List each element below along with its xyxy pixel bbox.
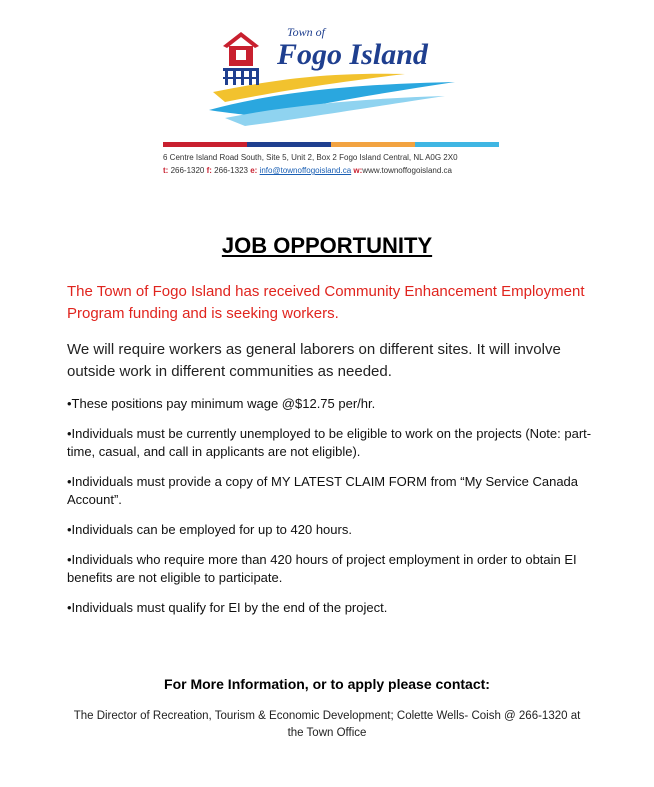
web-label: w: xyxy=(353,166,363,175)
fax-label: f: xyxy=(206,166,212,175)
contact-line xyxy=(163,165,499,177)
color-bar-lightblue xyxy=(415,142,499,147)
logo-house-window xyxy=(236,50,246,60)
tel-label: t: xyxy=(163,166,169,175)
logo-house-roof xyxy=(223,32,259,48)
list-item: •Individuals must provide a copy of MY LATEST CLAIM FORM from “My Service Canada Account”. xyxy=(67,474,579,507)
color-bar-navy xyxy=(247,142,331,147)
list-item: •Individuals who require more than 420 hours of project employment in order to obtain EI benefits are not eligible to participate. xyxy=(67,552,577,585)
color-bar-orange xyxy=(331,142,415,147)
requirements-list xyxy=(67,395,607,629)
logo-fogo-island: Fogo Island xyxy=(277,38,428,71)
email-link[interactable]: info@townoffogoisland.ca xyxy=(259,166,352,175)
intro-work-text: We will require workers as general laborers on different sites. It will involve outside work in different communities as needed. xyxy=(67,341,561,380)
contact-details: The Director of Recreation, Tourism & Economic Development; Colette Wells- Coish @ 266-1320 at the Town Office xyxy=(73,710,581,739)
contact-heading: For More Information, or to apply please contact: xyxy=(164,676,490,692)
color-bar-red xyxy=(163,142,247,147)
address-line: 6 Centre Island Road South, Site 5, Unit 2, Box 2 Fogo Island Central, NL A0G 2X0 xyxy=(163,153,458,162)
list-item: •Individuals must qualify for EI by the end of the project. xyxy=(67,600,388,615)
intro-funding-text: The Town of Fogo Island has received Community Enhancement Employment Program funding and is seeking workers. xyxy=(67,283,585,322)
page-title: JOB OPPORTUNITY xyxy=(221,233,433,258)
list-item: •Individuals can be employed for up to 420 hours. xyxy=(67,522,352,537)
email-label: e: xyxy=(250,166,258,175)
list-item: •These positions pay minimum wage @$12.75 per/hr. xyxy=(67,396,376,411)
list-item: •Individuals must be currently unemployed to be eligible to work on the projects (Note: part-time, casual, and call in applicants are not eligible). xyxy=(67,426,592,459)
tel-value: 266-1320 xyxy=(170,166,205,175)
town-of-fogo-island-logo xyxy=(205,22,465,132)
logo-town-of: Town of xyxy=(287,25,325,39)
letterhead-color-bar xyxy=(163,142,499,147)
web-value: www.townoffogoisland.ca xyxy=(362,166,452,175)
letterhead-address xyxy=(163,152,499,177)
fax-value: 266-1323 xyxy=(214,166,248,175)
